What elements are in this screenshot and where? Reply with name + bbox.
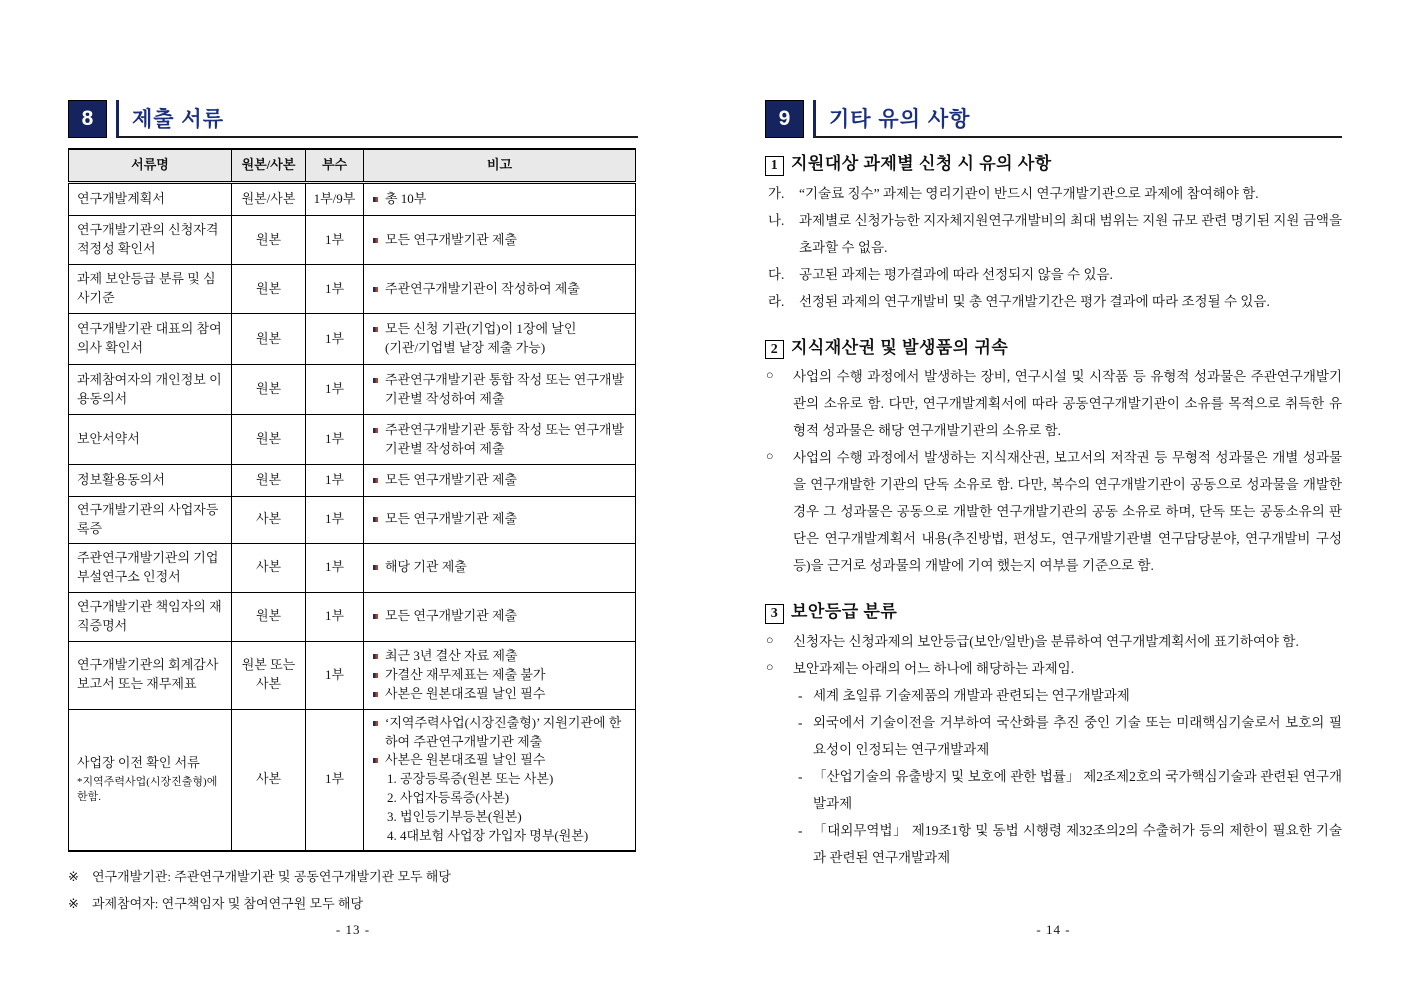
footnote: ※ 연구개발기관: 주관연구개발기관 및 공동연구개발기관 모두 해당 [68, 863, 638, 890]
footnote: ※ 과제참여자: 연구책임자 및 참여연구원 모두 해당 [68, 890, 638, 917]
list-item: ○ 보안과제는 아래의 어느 하나에 해당하는 과제임. [766, 659, 1075, 676]
bullet-icon [373, 238, 378, 243]
col-header-qty: 부수 [306, 149, 364, 183]
col-header-note: 비고 [364, 149, 636, 183]
table-row: 주관연구개발기관의 기업부설연구소 인정서 사본 1부 해당 기관 제출 [69, 543, 636, 592]
subsection-heading-2 [765, 333, 1342, 360]
bullet-icon [373, 692, 378, 697]
list-item: - 세계 초일류 기술제품의 개발과 관련되는 연구개발과제 [798, 687, 1130, 703]
bullet-icon [373, 614, 378, 619]
list-item: 나. 과제별로 신청가능한 지자체지원연구개발비의 최대 범위는 지원 규모 관련 명기된 지원 금액을 초과할 수 없음. [768, 212, 1342, 255]
table-row: 사업장 이전 확인 서류 *지역주력사업(시장진출형)에 한함. 사본 1부 ‘지역주력사업(시장진출형)’ 지원기관에 한하여 주관연구개발기관 제출 사본은 원본대조필 날인 필수 1. 공장등록증(원본 또는 사본) 2. 사업자등록증(사본) 3. 법인등기부등본(원본) 4. 4대보험 사업장 가입자 명부(원본) [69, 709, 636, 850]
table-header-row [69, 149, 636, 183]
list-item: 라. 선정된 과제의 연구개발비 및 총 연구개발기간은 평가 결과에 따라 조정될 수 있음. [768, 293, 1270, 309]
documents-table [68, 148, 636, 852]
table-row: 연구개발기관 책임자의 재직증명서 원본 1부 모든 연구개발기관 제출 [69, 592, 636, 641]
table-footnotes [68, 863, 638, 918]
section-number-badge: 8 [68, 100, 107, 138]
table-row: 과제참여자의 개인정보 이용동의서 원본 1부 주관연구개발기관 통합 작성 또는 연구개발기관별 작성하여 제출 [69, 365, 636, 415]
subsection-number: 1 [765, 156, 784, 176]
doc-name-note: *지역주력사업(시장진출형)에 한함. [77, 776, 218, 804]
section-number-badge: 9 [765, 100, 804, 138]
subsection-title: 지원대상 과제별 신청 시 유의 사항 [791, 154, 1052, 173]
page-14 [765, 100, 1342, 937]
list-item: ○ 사업의 수행 과정에서 발생하는 지식재산권, 보고서의 저작권 등 무형적 성과물은 개별 성과물을 연구개발한 기관의 단독 소유로 함. 다만, 복수의 연구개발기관이 공동으로 성과물을 개발한 경우 그 성과물은 공동으로 개발한 연구개발기관의 공동 소유로 하며, 단독 또는 공동소유의 판단은 연구개발계획서 내용(추진방법, 편성도, 연구개발기관별 연구담당분야, 연구개발비 구성 등)을 근거로 성과물의 개발에 기여 했는지 여부를 기준으로 함. [766, 449, 1342, 573]
page-13 [68, 100, 638, 937]
bullet-icon [373, 673, 378, 678]
section-title: 기타 유의 사항 [829, 108, 971, 131]
subsection-number: 2 [765, 340, 784, 360]
bullet-icon [373, 197, 378, 202]
table-row: 과제 보안등급 분류 및 심사기준 원본 1부 주관연구개발기관이 작성하여 제출 [69, 265, 636, 314]
bullet-icon [373, 378, 378, 383]
section-title: 제출 서류 [132, 108, 224, 131]
bullet-icon [373, 517, 378, 522]
list-item: - 외국에서 기술이전을 거부하여 국산화를 추진 중인 기술 또는 미래핵심기술로서 보호의 필요성이 인정되는 연구개발과제 [798, 714, 1342, 757]
subsection-title: 보안등급 분류 [791, 602, 898, 621]
bullet-icon [373, 565, 378, 570]
list-item: 가. “기술료 징수” 과제는 영리기관이 반드시 연구개발기관으로 과제에 참여해야 함. [768, 185, 1259, 201]
bullet-icon [373, 721, 378, 726]
section-header-9 [765, 100, 1342, 138]
bullet-icon [373, 287, 378, 292]
table-row: 연구개발기관의 회계감사보고서 또는 재무제표 원본 또는 사본 1부 최근 3년 결산 자료 제출 가결산 재무제표는 제출 불가 사본은 원본대조필 날인 필수 [69, 641, 636, 709]
bullet-icon [373, 428, 378, 433]
list-item: - 「대외무역법」 제19조1항 및 동법 시행령 제32조의2의 수출허가 등의 제한이 필요한 기술과 관련된 연구개발과제 [798, 822, 1342, 865]
table-row: 연구개발기관 대표의 참여의사 확인서 원본 1부 모든 신청 기관(기업)이 1장에 날인 (기관/기업별 낱장 제출 가능) [69, 314, 636, 365]
list-item: 다. 공고된 과제는 평가결과에 따라 선정되지 않을 수 있음. [768, 266, 1113, 282]
list-item: ○ 사업의 수행 과정에서 발생하는 장비, 연구시설 및 시작품 등 유형적 성과물은 주관연구개발기관의 소유로 함. 다만, 연구개발계획서에 따라 공동연구개발기관이 소유를 목적으로 취득한 유형적 성과물은 해당 연구개발기관의 소유로 함. [766, 368, 1342, 438]
bullet-icon [373, 758, 378, 763]
section-header-rule [813, 100, 1342, 138]
col-header-copy: 원본/사본 [232, 149, 306, 183]
table-row: 보안서약서 원본 1부 주관연구개발기관 통합 작성 또는 연구개발기관별 작성하여 제출 [69, 415, 636, 465]
list-item: ○ 신청자는 신청과제의 보안등급(보안/일반)을 분류하여 연구개발계획서에 표기하여야 함. [766, 632, 1299, 649]
doc-name: 사업장 이전 확인 서류 [77, 755, 200, 771]
page-number-left: - 13 - [335, 922, 371, 937]
table-row: 연구개발기관의 신청자격 적정성 확인서 원본 1부 모든 연구개발기관 제출 [69, 216, 636, 265]
section-header-rule [116, 100, 638, 138]
subsection-heading-3 [765, 597, 1342, 624]
col-header-name: 서류명 [69, 149, 232, 183]
subsection-title: 지식재산권 및 발생품의 귀속 [791, 337, 1009, 357]
bullet-icon [373, 654, 378, 659]
table-row: 연구개발계획서 원본/사본 1부/9부 총 10부 [69, 183, 636, 216]
subsection-number: 3 [765, 604, 784, 624]
table-row: 연구개발기관의 사업자등록증 사본 1부 모든 연구개발기관 제출 [69, 497, 636, 544]
reference-mark: ※ [68, 895, 79, 911]
reference-mark: ※ [68, 868, 79, 884]
list-item: - 「산업기술의 유출방지 및 보호에 관한 법률」 제2조제2호의 국가핵심기술과 관련된 연구개발과제 [798, 768, 1342, 811]
table-row: 정보활용동의서 원본 1부 모든 연구개발기관 제출 [69, 465, 636, 497]
section-header-8 [68, 100, 638, 138]
subsection-heading-1 [765, 149, 1342, 176]
bullet-icon [373, 327, 378, 332]
bullet-icon [373, 478, 378, 483]
page-number-right: - 14 - [1036, 922, 1071, 937]
